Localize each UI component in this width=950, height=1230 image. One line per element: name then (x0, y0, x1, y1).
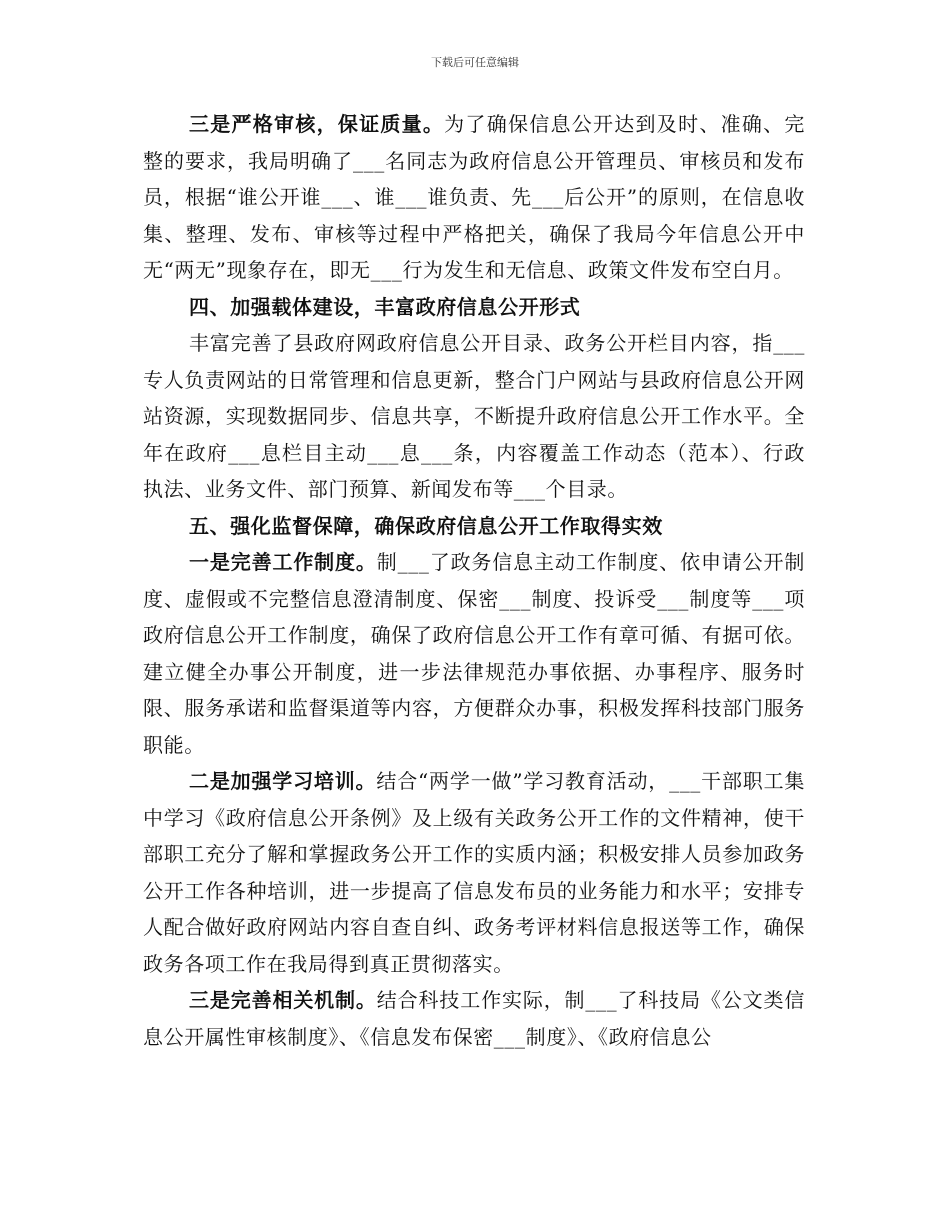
paragraph-text: 结合“两学一做”学习教育活动，___干部职工集中学习《政府信息公开条例》及上级有关政务公开工作的文件精神，使干部职工充分了解和掌握政务公开工作的实质内涵；积极安排人员参加政务公开工作各种培训，进一步提高了信息发布员的业务能力和水平；安排专人配合做好政府网站内容自查自纠、政务考评材料信息报送等工作，确保政务各项工作在我局得到真正贯彻落实。 (143, 769, 805, 976)
paragraph-lead: 三是完善相关机制。 (189, 988, 377, 1012)
section-heading-5: 五、强化监督保障，确保政府信息公开工作取得实效 (189, 513, 663, 538)
paragraph-text: 制___了政务信息主动工作制度、依申请公开制度、虚假或不完整信息澄清制度、保密___制度、投诉受___制度等___项政府信息公开工作制度，确保了政府信息公开工作有章可循、有据可依。建立健全办事公开制度，进一步法律规范办事依据、办事程序、服务时限、服务承诺和监督渠道等内容，方便群众办事，积极发挥科技部门服务职能。 (143, 550, 805, 757)
document-body (143, 106, 805, 1055)
page-header: 下载后可任意编辑 (431, 56, 519, 69)
paragraph-work-system (143, 544, 805, 763)
paragraph-lead: 一是完善工作制度。 (189, 550, 377, 574)
section-heading-4: 四、加强载体建设，丰富政府信息公开形式 (189, 294, 581, 319)
paragraph-text: 结合科技工作实际，制___了科技局《公文类信息公开属性审核制度》、《信息发布保密___制度》、《政府信息公 (143, 988, 805, 1049)
paragraph-carrier-building (143, 325, 805, 508)
paragraph-text: 为了确保信息公开达到及时、准确、完整的要求，我局明确了___名同志为政府信息公开管理员、审核员和发布员，根据“谁公开谁___、谁___谁负责、先___后公开”的原则，在信息收集、整理、发布、审核等过程中严格把关，确保了我局今年信息公开中无“两无”现象存在，即无___行为发生和无信息、政策文件发布空白月。 (143, 112, 805, 282)
paragraph-strict-review (143, 106, 805, 289)
paragraph-text: 丰富完善了县政府网政府信息公开目录、政务公开栏目内容，指___专人负责网站的日常管理和信息更新，整合门户网站与县政府信息公开网站资源，实现数据同步、信息共享，不断提升政府信息公开工作水平。全年在政府___息栏目主动___息___条，内容覆盖工作动态（范本）、行政执法、业务文件、部门预算、新闻发布等___个目录。 (143, 331, 805, 501)
paragraph-mechanism (143, 982, 805, 1055)
paragraph-training (143, 763, 805, 982)
paragraph-lead: 三是严格审核，保证质量。 (189, 112, 445, 136)
paragraph-lead: 二是加强学习培训。 (189, 769, 377, 793)
